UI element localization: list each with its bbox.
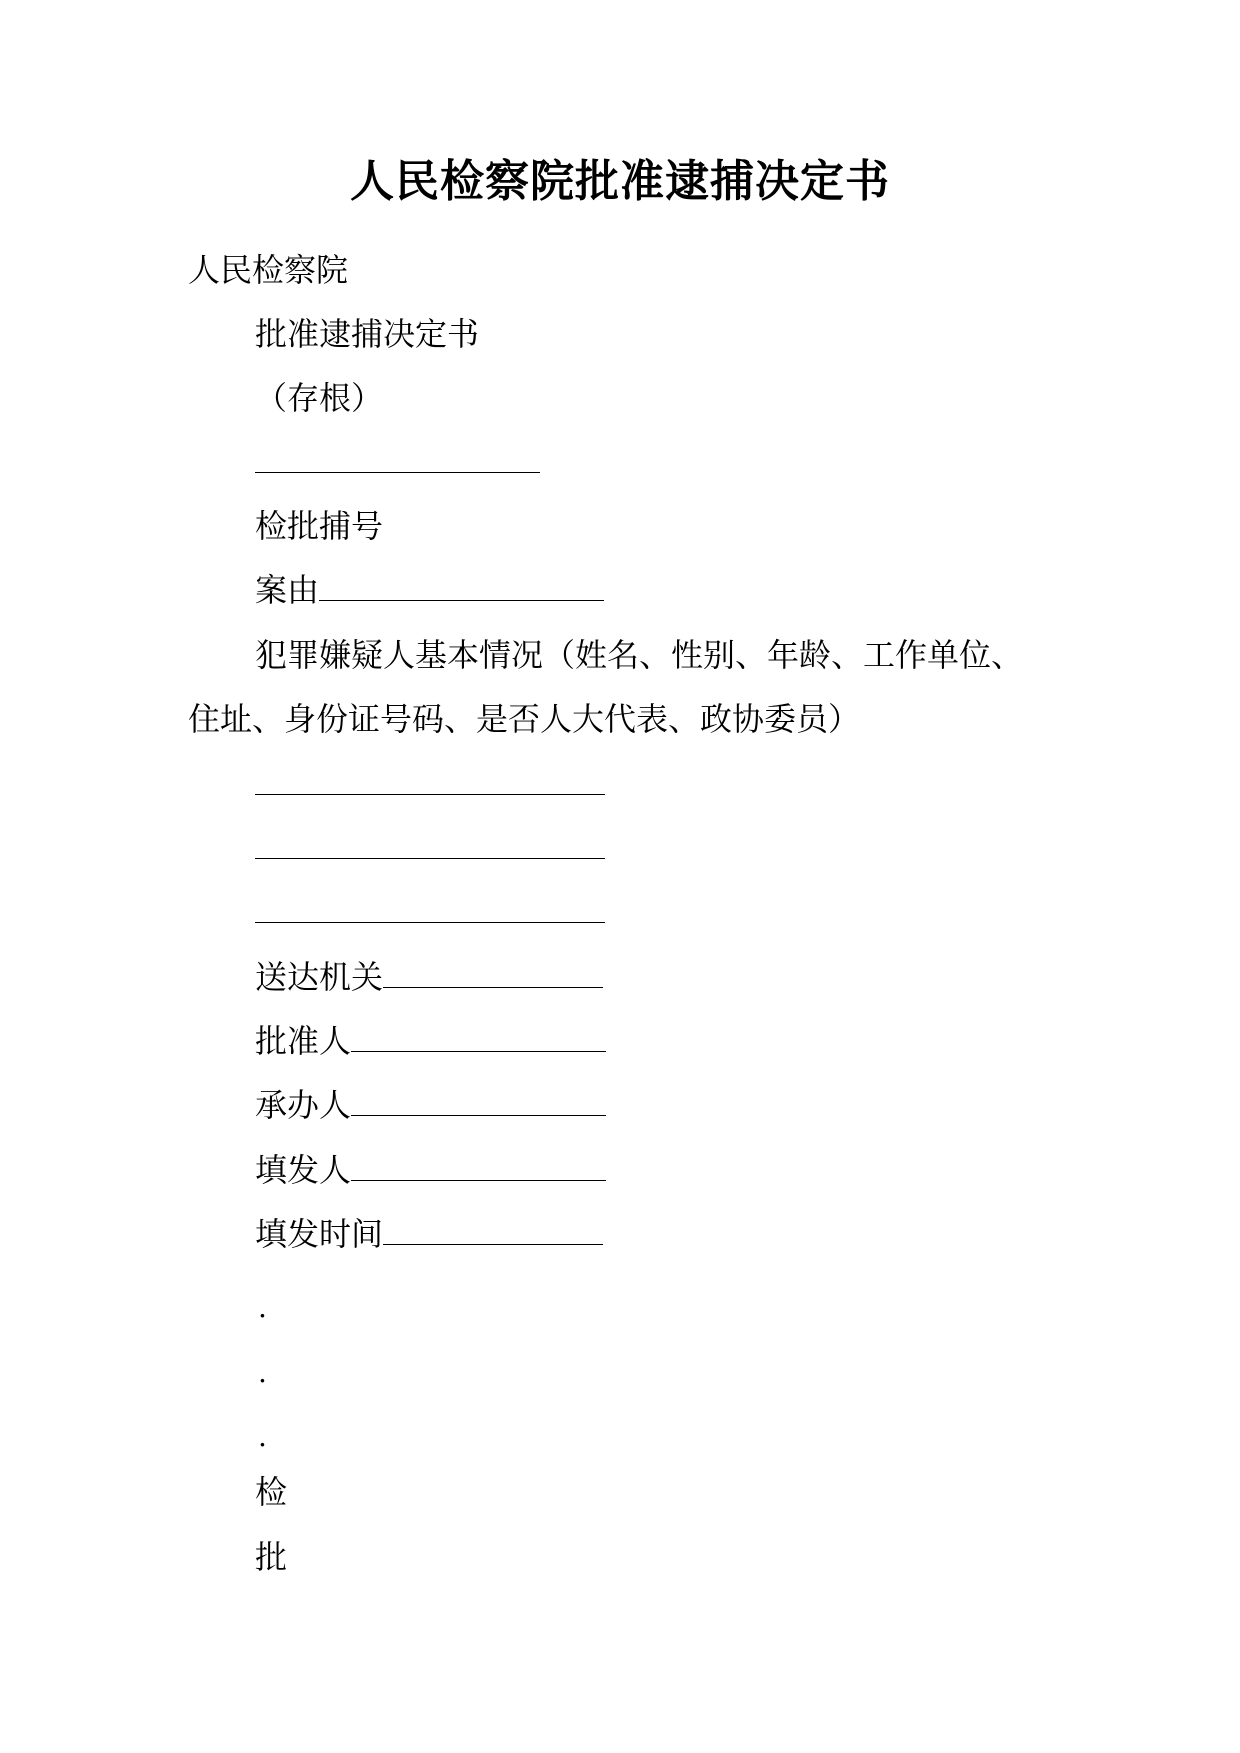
issue-time-label: 填发时间 [255, 1215, 384, 1253]
case-row [255, 568, 604, 612]
org-name: 人民检察院 [188, 251, 349, 289]
suspect-blank-row-2 [255, 826, 605, 870]
suspect-blank-2 [255, 828, 605, 859]
delivery-label: 送达机关 [255, 958, 384, 996]
delivery-row [255, 955, 603, 999]
approver-label: 批准人 [255, 1022, 352, 1060]
handler-label: 承办人 [255, 1086, 352, 1124]
issuer-row [255, 1148, 606, 1192]
suspect-info-line-2: 住址、身份证号码、是否人大代表、政协委员） [188, 700, 861, 738]
dot-3: . [258, 1420, 267, 1453]
suspect-blank-row-1 [255, 762, 605, 806]
suspect-info-line-1: 犯罪嫌疑人基本情况（姓名、性别、年龄、工作单位、 [255, 636, 1024, 674]
delivery-blank [383, 957, 603, 988]
number-blank-line [255, 440, 540, 484]
issue-time-blank [383, 1214, 603, 1245]
approver-blank [351, 1021, 606, 1052]
suspect-blank-row-3 [255, 890, 605, 934]
number-blank [255, 442, 540, 473]
case-blank [319, 570, 604, 601]
dot-1: . [258, 1291, 267, 1324]
document-title: 人民检察院批准逮捕决定书 [350, 156, 890, 207]
handler-blank [351, 1085, 606, 1116]
approver-row [255, 1019, 606, 1063]
ref-number-label: 检批捕号 [255, 507, 384, 545]
case-label: 案由 [255, 571, 320, 609]
issuer-label: 填发人 [255, 1151, 352, 1189]
char-pi: 批 [255, 1538, 288, 1576]
handler-row [255, 1083, 606, 1127]
suspect-blank-3 [255, 892, 605, 923]
issuer-blank [351, 1150, 606, 1181]
issue-time-row [255, 1212, 603, 1256]
char-jian: 检 [255, 1473, 288, 1511]
stub-label: （存根） [255, 379, 384, 417]
doc-name: 批准逮捕决定书 [255, 315, 480, 353]
dot-2: . [258, 1356, 267, 1389]
suspect-blank-1 [255, 764, 605, 795]
